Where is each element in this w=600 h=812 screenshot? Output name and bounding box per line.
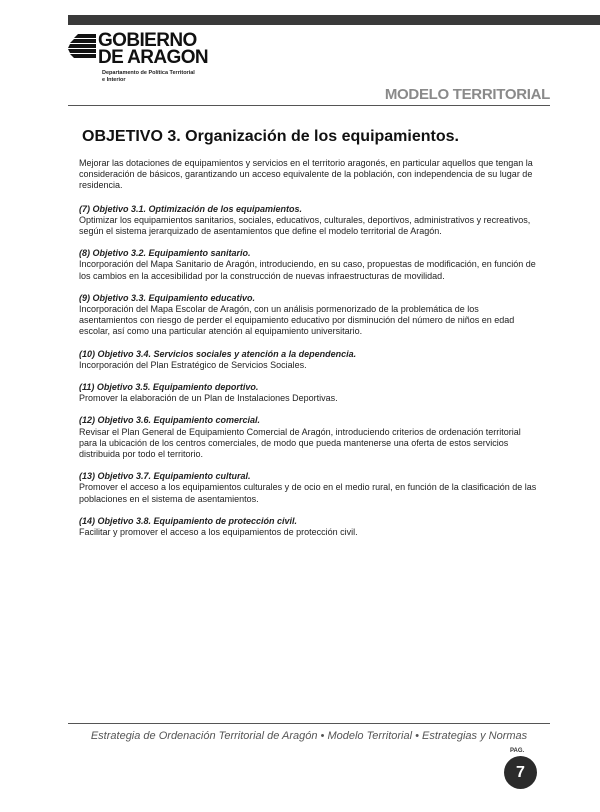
logo-dept-line2: e Interior [102,76,126,83]
objective-body: Promover el acceso a los equipamientos culturales y de ocio en el medio rural, en función de la clasificación de las poblaciones en el sistema de asentamientos. [79,482,537,504]
objective-body: Revisar el Plan General de Equipamiento Comercial de Aragón, introduciendo criterios de ordenación territorial para la ubicación de los centros comerciales, de modo que pueda mantenerse una oferta de estos servicios distribuida por todo el territorio. [79,426,521,460]
gobierno-aragon-logo [68,30,238,100]
objective-item [79,471,539,505]
intro-paragraph: Mejorar las dotaciones de equipamientos y servicios en el territorio aragonés, en particular aquellos que tengan la consideración de básicos, garantizando un acceso equivalente de la población, con independencia de su lugar de residencia. [79,158,533,191]
objective-heading: (12) Objetivo 3.6. Equipamiento comercial. [79,415,261,426]
page-label: PAG. [510,748,525,754]
page-number-badge [504,756,537,789]
objective-item [79,248,539,282]
footer-text: Estrategia de Ordenación Territorial de Aragón • Modelo Territorial • Estrategias y Normas [90,730,528,742]
top-bar [68,15,600,25]
header-divider [68,105,550,106]
footer-divider [68,723,550,724]
objective-heading: (10) Objetivo 3.4. Servicios sociales y atención a la dependencia. [79,348,357,359]
objective-heading: (13) Objetivo 3.7. Equipamiento cultural. [79,471,251,482]
objective-body: Facilitar y promover el acceso a los equipamientos de protección civil. [79,527,358,538]
aragon-logo-icon [68,34,96,60]
objective-item [79,204,539,238]
objective-heading: (11) Objetivo 3.5. Equipamiento deportivo. [79,382,259,393]
logo-dept-line1: Departamento de Política Territorial [102,70,195,76]
document-body [79,158,539,549]
logo-line2: DE ARAGON [98,47,209,68]
document-title: OBJETIVO 3. Organización de los equipamientos. [82,128,459,145]
page-number: 7 [516,763,525,781]
objective-body: Incorporación del Mapa Escolar de Aragón, con un análisis pormenorizado de la problemática de los asentamientos con riesgo de perder el equipamiento educativo por disminución del número de niños en edad escolar, así como una particular atención al equipamiento universitario. [79,304,515,337]
logo-department [102,70,242,83]
objective-item [79,382,539,404]
objective-body: Optimizar los equipamientos sanitarios, sociales, educativos, culturales, deportivos, administrativos y recreativos, según el sistema jerarquizado de asentamientos que define el modelo territorial de Aragón. [79,214,531,237]
logo-line1: GOBIERNO [98,30,197,51]
objective-body: Incorporación del Mapa Sanitario de Aragón, introduciendo, en su caso, propuestas de modificación, en función de los cambios en la accesibilidad por la construcción de nuevas infraestructuras de movilidad. [79,259,536,281]
objective-item [79,415,539,460]
objective-item [79,349,539,371]
section-label: MODELO TERRITORIAL [384,86,550,103]
objective-item [79,516,539,538]
objective-heading: (14) Objetivo 3.8. Equipamiento de protección civil. [79,515,298,526]
objective-item [79,293,539,338]
objective-heading: (7) Objetivo 3.1. Optimización de los equipamientos. [79,203,303,214]
objective-heading: (9) Objetivo 3.3. Equipamiento educativo. [79,292,256,303]
objective-body: Promover la elaboración de un Plan de Instalaciones Deportivas. [79,393,338,404]
objective-heading: (8) Objetivo 3.2. Equipamiento sanitario. [79,248,251,259]
objective-body: Incorporación del Plan Estratégico de Servicios Sociales. [79,359,307,370]
